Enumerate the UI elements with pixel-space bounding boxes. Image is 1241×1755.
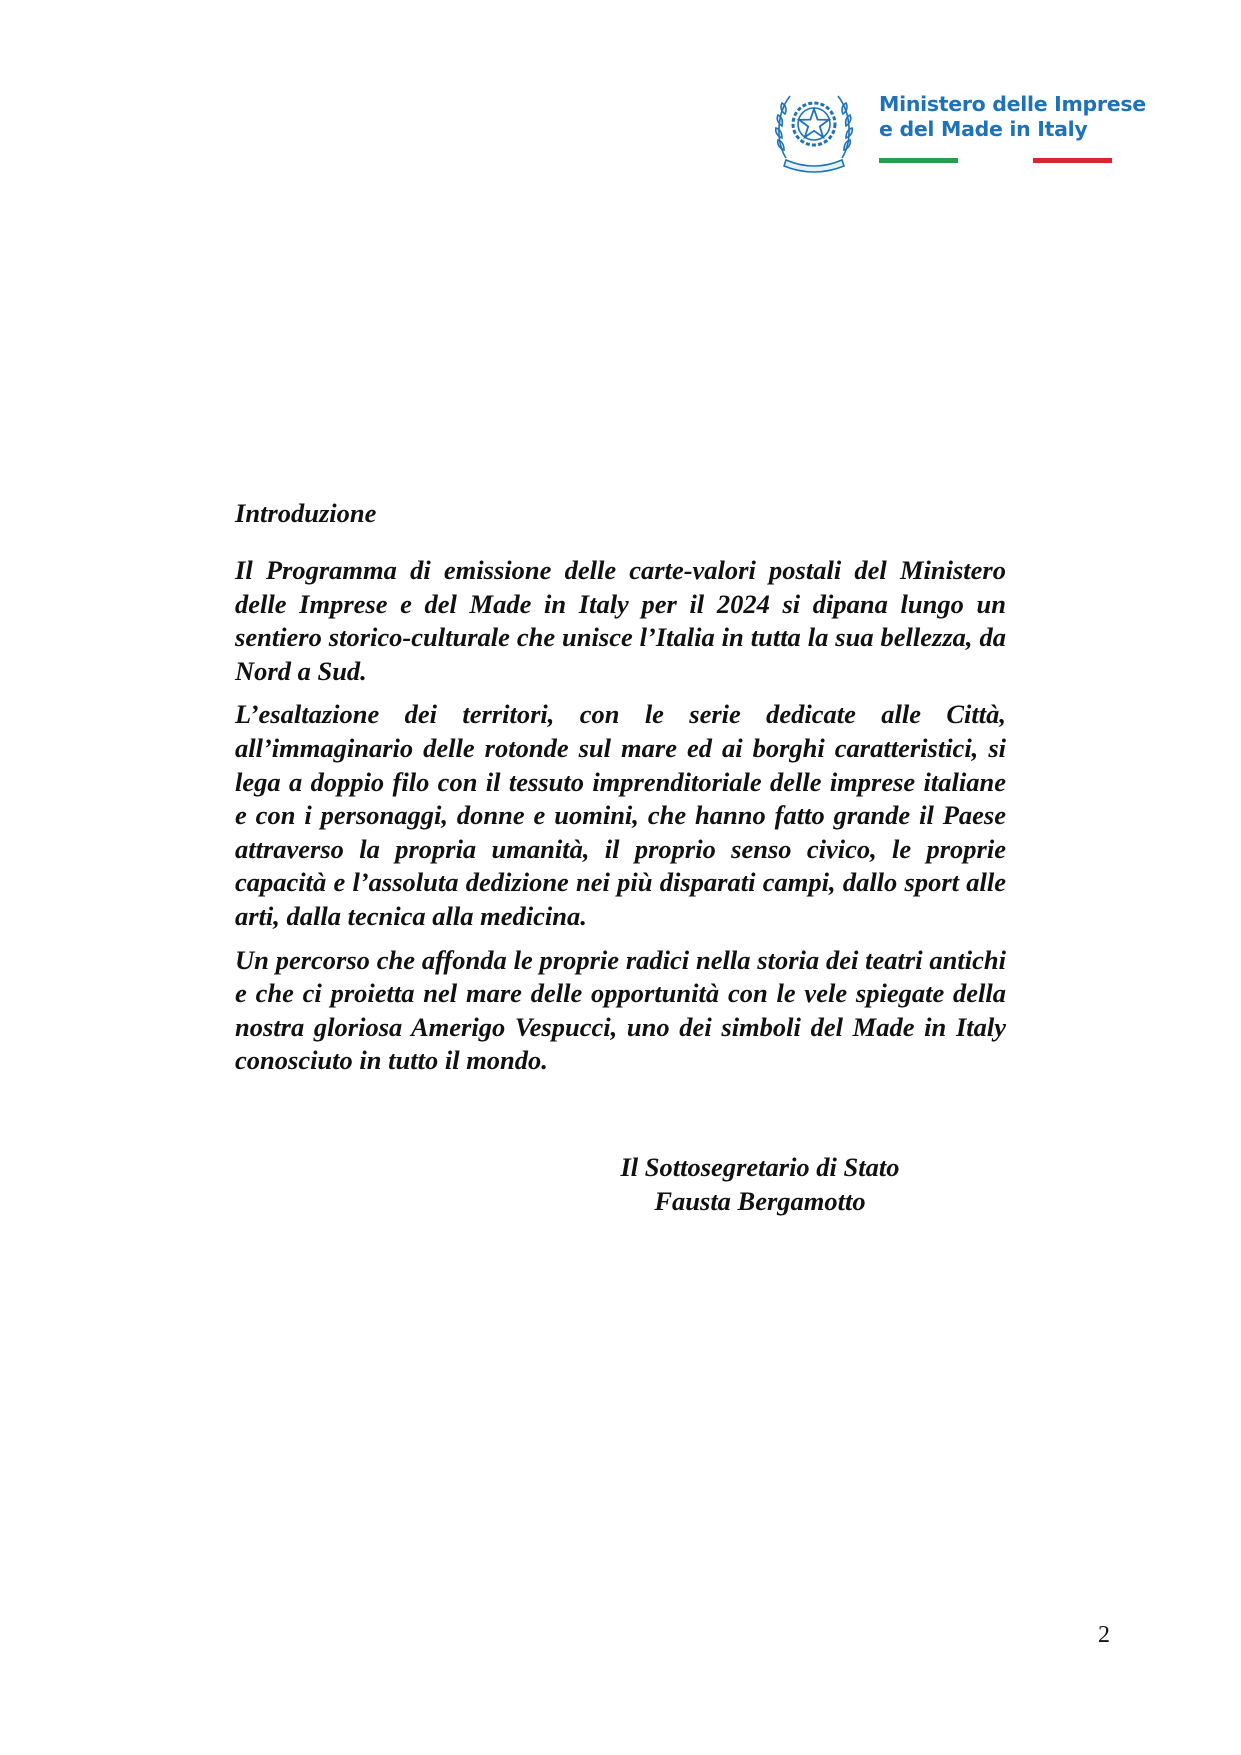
ministry-name-line-1: Ministero delle Imprese: [879, 92, 1146, 116]
ministry-logo: [772, 80, 1146, 176]
ministry-name-line-2: e del Made in Italy: [879, 117, 1088, 141]
signature-block: [560, 1150, 960, 1218]
document-body: [235, 496, 1006, 1088]
italian-republic-emblem-icon: [772, 80, 856, 174]
flag-stripe-red: [1033, 158, 1112, 163]
paragraph-3: Un percorso che affonda le proprie radici nella storia dei teatri antichi e che ci proietta nel mare delle opportunità con le vele spiegate della nostra gloriosa Amerigo Vespucci, uno dei simboli del Made in Italy conosciuto in tutto il mondo.: [235, 944, 1006, 1076]
ministry-name: [879, 92, 1146, 142]
paragraph-1: Il Programma di emissione delle carte-valori postali del Ministero delle Imprese e del Made in Italy per il 2024 si dipana lungo un sentiero storico-culturale che unisce l’Italia in tutta la sua bellezza, da Nord a Sud.: [235, 555, 1006, 686]
page-number: 2: [1098, 1622, 1110, 1648]
signature-name: Fausta Bergamotto: [654, 1186, 866, 1216]
signature-role: Il Sottosegretario di Stato: [620, 1152, 900, 1182]
paragraph-2: L’esaltazione dei territori, con le serie dedicate alle Città, all’immaginario delle rotonde sul mare ed ai borghi caratteristici, si lega a doppio filo con il tessuto imprenditoriale delle imprese italiane e con i personaggi, donne e uomini, che hanno fatto grande il Paese attraverso la propria umanità, il proprio senso civico, le proprie capacità e l’assoluta dedizione nei più disparati campi, dallo sport alle arti, dalla tecnica alla medicina.: [235, 699, 1006, 931]
section-title: Introduzione: [235, 498, 377, 528]
flag-stripe-green: [879, 158, 958, 163]
